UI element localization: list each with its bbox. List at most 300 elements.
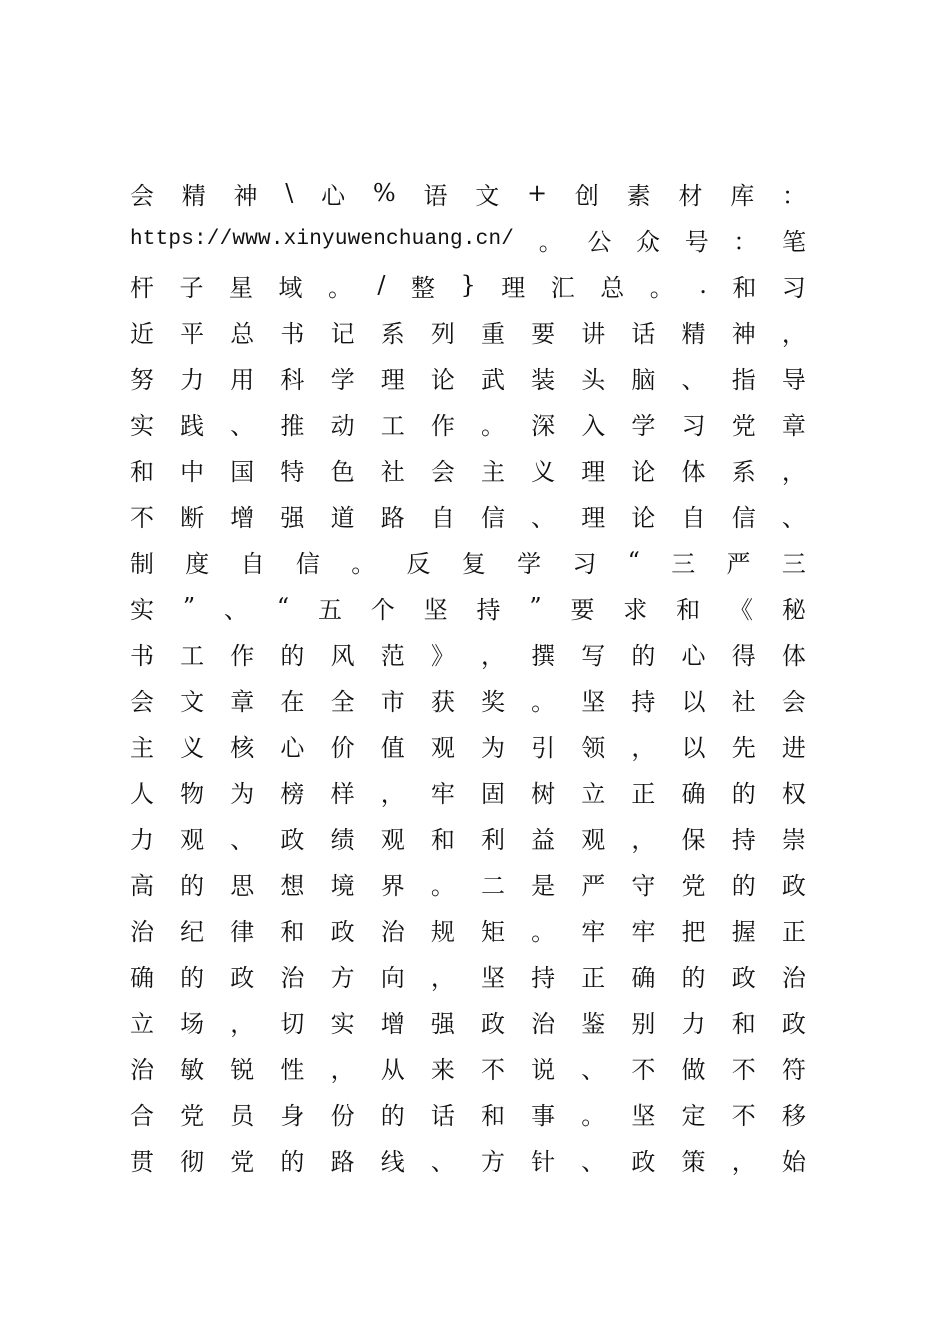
text-char: 坚: [631, 1101, 656, 1130]
text-char: 规: [430, 917, 455, 946]
text-char: 汇: [550, 273, 575, 302]
text-char: 心: [321, 181, 346, 210]
text-char: 作: [230, 641, 255, 670]
text-char: 、: [681, 365, 706, 394]
text-char: 持: [531, 963, 556, 992]
text-char: 持: [631, 687, 656, 716]
text-char: 推: [280, 411, 305, 440]
text-char: 观: [581, 825, 606, 854]
text-char: ：: [733, 227, 758, 256]
text-char: 星: [228, 273, 253, 302]
text-char: 指: [731, 365, 756, 394]
text-char: 入: [581, 411, 606, 440]
text-char: 论: [631, 457, 656, 486]
text-char: 和: [130, 457, 154, 486]
text-char: 严: [581, 871, 606, 900]
text-char: 市: [380, 687, 405, 716]
text-char: 素: [626, 181, 651, 210]
text-char: 界: [380, 871, 405, 900]
text-char: 记: [330, 319, 355, 348]
text-char: 和: [731, 1009, 756, 1038]
text-char: 习: [572, 549, 597, 578]
text-char: 义: [531, 457, 556, 486]
text-char: 论: [430, 365, 455, 394]
text-char: 。: [531, 917, 556, 946]
text-char: 总: [600, 273, 625, 302]
text-char: 坚: [581, 687, 606, 716]
text-char: 贯: [130, 1147, 154, 1176]
text-char: 作: [430, 411, 455, 440]
text-char: 近: [130, 319, 154, 348]
text-char: 度: [185, 549, 210, 578]
text-char: 义: [180, 733, 205, 762]
text-char: 力: [130, 825, 154, 854]
text-char: 路: [330, 1147, 355, 1176]
text-char: 场: [180, 1009, 205, 1038]
text-char: 引: [531, 733, 556, 762]
text-char: 进: [781, 733, 806, 762]
text-char: 工: [180, 641, 205, 670]
text-char: 治: [280, 963, 305, 992]
text-char: 性: [280, 1055, 305, 1084]
text-char: 观: [380, 825, 405, 854]
text-char: 语: [423, 181, 448, 210]
text-char: 的: [180, 963, 205, 992]
text-char: 体: [681, 457, 706, 486]
text-char: 五: [317, 595, 342, 624]
text-char: 、: [230, 411, 255, 440]
text-char: 向: [380, 963, 405, 992]
text-char: 复: [461, 549, 486, 578]
text-char: 的: [380, 1101, 405, 1130]
text-char: 信: [295, 549, 320, 578]
text-char: 正: [581, 963, 606, 992]
text-char: 人: [130, 779, 154, 808]
text-char: 在: [280, 687, 305, 716]
url-text: https://www.xinyuwenchuang.cn/: [130, 227, 515, 251]
text-char: 政: [781, 871, 806, 900]
text-char: “: [276, 593, 290, 621]
text-char: 主: [480, 457, 505, 486]
text-char: 坚: [423, 595, 448, 624]
text-char: 思: [230, 871, 255, 900]
text-char: 导: [781, 365, 806, 394]
text-char: 学: [631, 411, 656, 440]
text-char: 头: [581, 365, 606, 394]
text-char: 工: [380, 411, 405, 440]
text-char: 二: [480, 871, 505, 900]
text-char: 系: [380, 319, 405, 348]
text-char: 力: [681, 1009, 706, 1038]
text-char: 神: [233, 181, 258, 210]
text-char: 先: [731, 733, 756, 762]
text-char: 体: [781, 641, 806, 670]
text-char: 。: [327, 273, 352, 302]
text-char: 子: [179, 273, 204, 302]
text-char: 精: [181, 181, 206, 210]
text-char: 政: [280, 825, 305, 854]
text-char: 学: [330, 365, 355, 394]
text-char: 纪: [180, 917, 205, 946]
text-char: 路: [380, 503, 405, 532]
text-char: ，: [781, 457, 806, 486]
text-char: 观: [430, 733, 455, 762]
text-char: 众: [636, 227, 661, 256]
text-char: 榜: [280, 779, 305, 808]
text-char: 说: [531, 1055, 556, 1084]
text-char: 治: [130, 1055, 154, 1084]
text-char: 反: [406, 549, 431, 578]
text-char: 政: [330, 917, 355, 946]
text-char: 撰: [531, 641, 556, 670]
text-char: 装: [531, 365, 556, 394]
text-char: 习: [781, 273, 806, 302]
text-char: 创: [574, 181, 599, 210]
text-char: %: [372, 179, 396, 207]
text-char: 论: [631, 503, 656, 532]
text-char: 自: [681, 503, 706, 532]
text-line: [130, 216, 806, 262]
text-char: 政: [731, 963, 756, 992]
text-char: 会: [781, 687, 806, 716]
text-char: 、: [223, 595, 248, 624]
text-char: 讲: [581, 319, 606, 348]
text-char: 的: [681, 963, 706, 992]
text-char: 和: [280, 917, 305, 946]
text-char: 事: [531, 1101, 556, 1130]
text-char: 想: [280, 871, 305, 900]
text-char: 锐: [230, 1055, 255, 1084]
text-char: ，: [380, 779, 405, 808]
text-char: 《: [728, 595, 753, 624]
text-char: 领: [581, 733, 606, 762]
text-char: 牢: [631, 917, 656, 946]
text-char: 。: [480, 411, 505, 440]
text-char: 正: [781, 917, 806, 946]
text-line: [130, 308, 806, 354]
text-char: \: [285, 179, 294, 207]
text-char: 自: [430, 503, 455, 532]
text-char: 崇: [781, 825, 806, 854]
text-char: 增: [380, 1009, 405, 1038]
text-char: 敏: [180, 1055, 205, 1084]
text-char: 断: [180, 503, 205, 532]
text-char: 三: [671, 549, 696, 578]
text-char: 不: [480, 1055, 505, 1084]
text-char: 律: [230, 917, 255, 946]
text-char: 定: [681, 1101, 706, 1130]
text-line: [130, 906, 806, 952]
text-char: 。: [351, 549, 376, 578]
text-char: 用: [230, 365, 255, 394]
text-char: 移: [781, 1101, 806, 1130]
text-char: 切: [280, 1009, 305, 1038]
text-char: 心: [681, 641, 706, 670]
text-char: 习: [681, 411, 706, 440]
text-char: 、: [581, 1147, 606, 1176]
text-char: 的: [631, 641, 656, 670]
text-char: 高: [130, 871, 154, 900]
text-char: ，: [631, 733, 656, 762]
text-char: 笔: [782, 227, 806, 256]
text-char: ，: [330, 1055, 355, 1084]
text-char: ，: [480, 641, 505, 670]
text-line: [130, 952, 806, 998]
text-char: 的: [280, 641, 305, 670]
text-char: 。: [430, 871, 455, 900]
text-char: 是: [531, 871, 556, 900]
text-char: 。: [531, 687, 556, 716]
text-char: 不: [731, 1101, 756, 1130]
text-line: [130, 170, 806, 216]
text-line: [130, 860, 806, 906]
text-char: 系: [731, 457, 756, 486]
text-char: 线: [380, 1147, 405, 1176]
text-char: 守: [631, 871, 656, 900]
text-char: 杆: [130, 273, 154, 302]
text-char: 书: [280, 319, 305, 348]
text-char: 。: [538, 227, 563, 256]
text-char: 科: [280, 365, 305, 394]
text-char: 奖: [480, 687, 505, 716]
text-char: 样: [330, 779, 355, 808]
text-char: 获: [430, 687, 455, 716]
text-char: 社: [731, 687, 756, 716]
text-char: 。: [581, 1101, 606, 1130]
text-char: 力: [180, 365, 205, 394]
text-char: }: [460, 271, 476, 299]
text-char: 中: [180, 457, 205, 486]
text-char: .: [699, 271, 707, 299]
text-char: 自: [240, 549, 265, 578]
text-char: 武: [480, 365, 505, 394]
text-char: 党: [731, 411, 756, 440]
text-char: 和: [732, 273, 757, 302]
text-char: ”: [529, 593, 542, 621]
text-char: 和: [480, 1101, 505, 1130]
text-char: ，: [781, 319, 806, 348]
text-char: 坚: [480, 963, 505, 992]
text-char: 道: [330, 503, 355, 532]
text-char: 的: [280, 1147, 305, 1176]
text-char: 号: [684, 227, 709, 256]
text-char: 域: [278, 273, 303, 302]
text-char: 确: [631, 963, 656, 992]
text-char: 持: [731, 825, 756, 854]
text-char: 来: [430, 1055, 455, 1084]
text-char: 不: [731, 1055, 756, 1084]
text-char: 别: [631, 1009, 656, 1038]
text-char: 强: [280, 503, 305, 532]
text-char: 脑: [631, 365, 656, 394]
text-char: 政: [480, 1009, 505, 1038]
text-char: 和: [676, 595, 701, 624]
text-char: 物: [180, 779, 205, 808]
text-char: 信: [731, 503, 756, 532]
text-char: 治: [380, 917, 405, 946]
text-char: 政: [631, 1147, 656, 1176]
text-char: 学: [517, 549, 542, 578]
text-char: 国: [230, 457, 255, 486]
text-char: 文: [180, 687, 205, 716]
text-char: 针: [531, 1147, 556, 1176]
text-char: 牢: [581, 917, 606, 946]
text-char: 要: [570, 595, 595, 624]
text-char: 理: [581, 503, 606, 532]
text-char: ，: [430, 963, 455, 992]
text-char: 全: [330, 687, 355, 716]
text-char: 做: [681, 1055, 706, 1084]
text-char: 会: [130, 181, 154, 210]
text-char: 严: [726, 549, 751, 578]
text-char: 精: [681, 319, 706, 348]
text-line: [130, 492, 806, 538]
text-char: 的: [731, 871, 756, 900]
body-text: [130, 170, 806, 1182]
text-char: 公: [587, 227, 612, 256]
text-line: [130, 584, 806, 630]
text-char: 树: [531, 779, 556, 808]
text-char: 方: [330, 963, 355, 992]
text-line: [130, 630, 806, 676]
text-char: 信: [480, 503, 505, 532]
text-char: 秘: [781, 595, 806, 624]
text-char: 确: [681, 779, 706, 808]
text-line: [130, 262, 806, 308]
text-char: 立: [130, 1009, 154, 1038]
text-char: 材: [678, 181, 703, 210]
text-char: 》: [430, 641, 455, 670]
text-char: 实: [330, 1009, 355, 1038]
text-char: 实: [130, 595, 154, 624]
text-char: ，: [731, 1147, 756, 1176]
text-line: [130, 676, 806, 722]
text-char: 得: [731, 641, 756, 670]
text-line: [130, 1136, 806, 1182]
text-char: 制: [130, 549, 154, 578]
text-char: 不: [631, 1055, 656, 1084]
text-char: 重: [480, 319, 505, 348]
text-char: 核: [230, 733, 255, 762]
text-char: 政: [781, 1009, 806, 1038]
text-char: 整: [411, 273, 435, 302]
text-char: 以: [681, 733, 706, 762]
text-char: 政: [230, 963, 255, 992]
text-char: 践: [180, 411, 205, 440]
text-line: [130, 722, 806, 768]
text-char: 策: [681, 1147, 706, 1176]
text-char: 、: [230, 825, 255, 854]
text-char: 个: [370, 595, 395, 624]
text-char: 、: [531, 503, 556, 532]
text-char: 彻: [180, 1147, 205, 1176]
text-char: 特: [280, 457, 305, 486]
text-char: 主: [130, 733, 154, 762]
text-char: 矩: [480, 917, 505, 946]
text-char: +: [527, 179, 548, 207]
text-char: 治: [531, 1009, 556, 1038]
text-char: ，: [230, 1009, 255, 1038]
text-char: 、: [781, 503, 806, 532]
text-char: 话: [631, 319, 656, 348]
text-char: 实: [130, 411, 154, 440]
text-char: 治: [781, 963, 806, 992]
text-char: 值: [380, 733, 405, 762]
text-char: 为: [230, 779, 255, 808]
text-char: 书: [130, 641, 154, 670]
text-char: 神: [731, 319, 756, 348]
text-char: 把: [681, 917, 706, 946]
text-char: 利: [480, 825, 505, 854]
text-char: 固: [480, 779, 505, 808]
text-char: 色: [330, 457, 355, 486]
text-char: 写: [581, 641, 606, 670]
text-char: ”: [182, 593, 196, 621]
text-char: ：: [781, 181, 806, 210]
text-line: [130, 768, 806, 814]
text-char: 境: [330, 871, 355, 900]
text-char: 牢: [430, 779, 455, 808]
text-line: [130, 446, 806, 492]
text-line: [130, 354, 806, 400]
text-char: 增: [230, 503, 255, 532]
text-char: 要: [531, 319, 556, 348]
text-char: 话: [430, 1101, 455, 1130]
text-char: 绩: [330, 825, 355, 854]
text-char: 方: [480, 1147, 505, 1176]
text-char: 以: [681, 687, 706, 716]
text-char: 身: [280, 1101, 305, 1130]
text-char: 治: [130, 917, 154, 946]
text-line: [130, 1090, 806, 1136]
text-char: 从: [380, 1055, 405, 1084]
text-char: 员: [230, 1101, 255, 1130]
text-char: 党: [230, 1147, 255, 1176]
text-char: 确: [130, 963, 154, 992]
text-char: 会: [130, 687, 154, 716]
text-char: 正: [631, 779, 656, 808]
text-char: 强: [430, 1009, 455, 1038]
text-char: 为: [480, 733, 505, 762]
text-char: 深: [531, 411, 556, 440]
text-char: 列: [430, 319, 455, 348]
text-char: 努: [130, 365, 154, 394]
text-char: 合: [130, 1101, 154, 1130]
text-char: 持: [476, 595, 501, 624]
text-char: 益: [531, 825, 556, 854]
text-char: 章: [781, 411, 806, 440]
text-char: 理: [380, 365, 405, 394]
text-char: 的: [180, 871, 205, 900]
text-char: 章: [230, 687, 255, 716]
text-char: 符: [781, 1055, 806, 1084]
text-line: [130, 814, 806, 860]
text-char: 平: [180, 319, 205, 348]
text-char: 理: [581, 457, 606, 486]
text-char: 党: [180, 1101, 205, 1130]
text-line: [130, 400, 806, 446]
text-char: 会: [430, 457, 455, 486]
text-char: 总: [230, 319, 255, 348]
text-char: 文: [475, 181, 500, 210]
text-char: 、: [430, 1147, 455, 1176]
text-line: [130, 998, 806, 1044]
text-char: 。: [649, 273, 674, 302]
text-char: 的: [731, 779, 756, 808]
text-char: “: [627, 547, 640, 575]
text-char: ，: [631, 825, 656, 854]
text-char: 握: [731, 917, 756, 946]
